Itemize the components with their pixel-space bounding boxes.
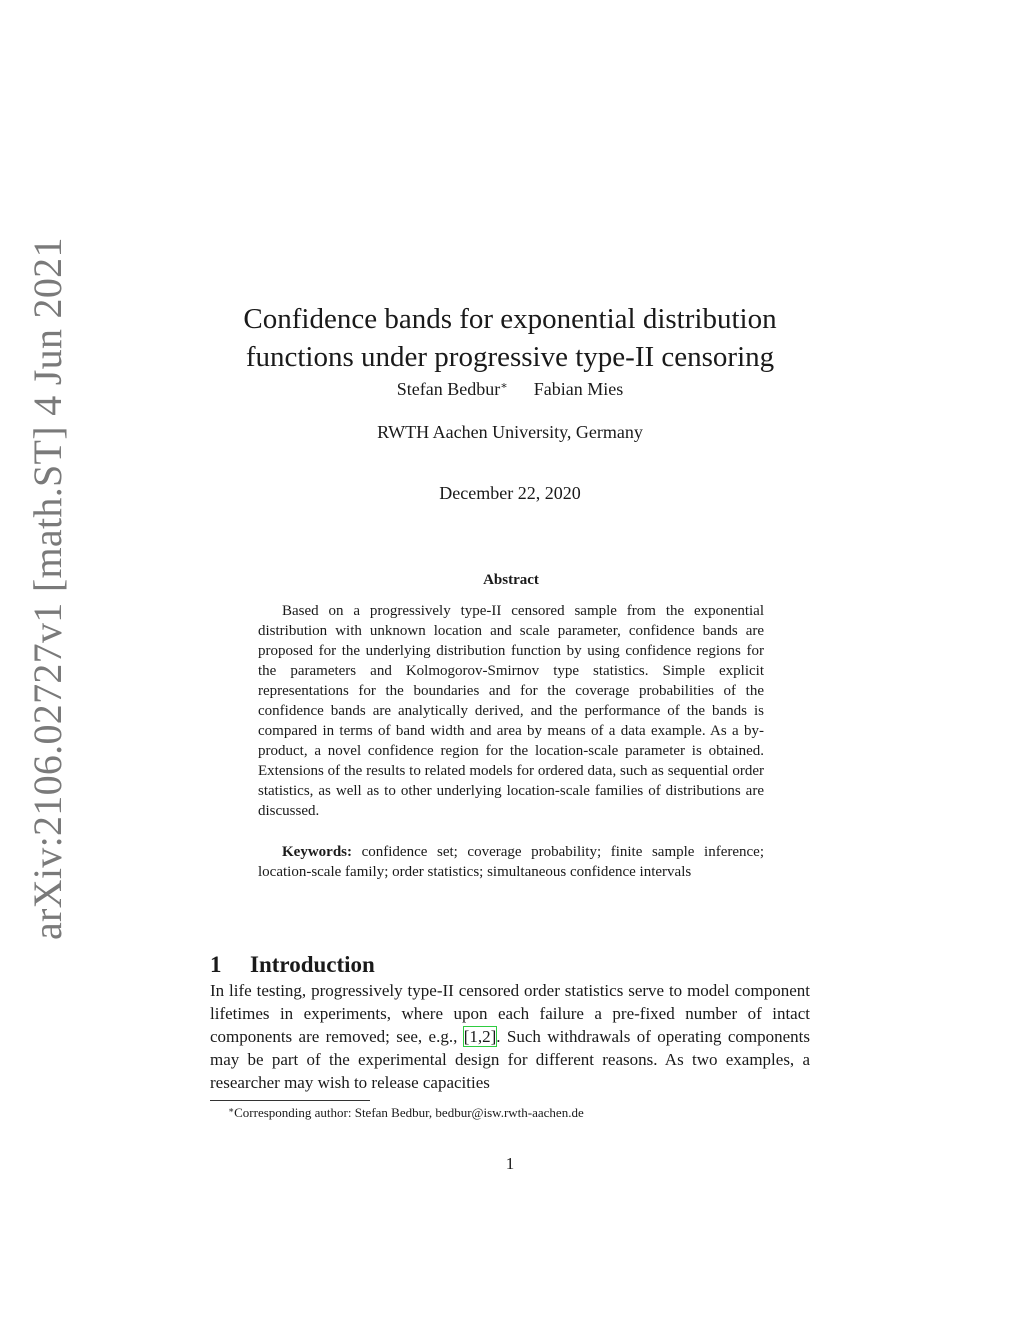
section-number: 1 [210,952,222,978]
affiliation: RWTH Aachen University, Germany [377,422,643,442]
author-name: Stefan Bedbur [396,379,501,399]
footnote-marker: ∗ [228,1105,235,1115]
intro-text-after-citation: . Such withdrawals of operating components may be part of the experimental design for different reasons. As two examples, a researcher may wish to release capacities [210,1027,811,1092]
intro-paragraph [210,979,810,1094]
footnote-text: Corresponding author: Stefan Bedbur, bedbur@isw.rwth-aachen.de [234,1105,584,1120]
keywords-text: confidence set; coverage probability; finite sample inference; location-scale family; order statistics; simultaneous confidence intervals [258,844,764,880]
author-1 [397,376,508,402]
author-footnote-marker: ∗ [500,380,508,392]
abstract-heading: Abstract [483,572,539,588]
arxiv-stamp: arXiv:2106.02727v1 [math.ST] 4 Jun 2021 [25,237,70,940]
publication-date: December 22, 2020 [439,483,581,503]
keywords-label: Keywords: [282,844,352,860]
page-number: 1 [505,1154,515,1173]
footnote [228,1104,828,1122]
citation-link[interactable]: [1,2] [463,1027,497,1046]
keywords [258,842,764,882]
abstract-body: Based on a progressively type-II censored sample from the exponential distribution with unknown location and scale parameter, confidence bands are proposed for the underlying distribution function by using confidence regions for the parameters and Kolmogorov-Smirnov type statistics. Simple explicit representations for the boundaries and for the coverage probabilities of the confidence bands are analytically derived, and the performance of the bands is compared in terms of band width and area by means of a data example. As a by-product, a novel confidence region for the location-scale parameter is obtained. Extensions of the results to related models for ordered data, such as sequential order statistics, as well as to other underlying location-scale families of distributions are discussed. [258,603,764,819]
section-title: Introduction [250,952,375,978]
paper-title: Confidence bands for exponential distribution functions under progressive type-II censoring [243,303,777,374]
author-2 [534,376,624,402]
intro-text-before-citation: In life testing, progressively type-II censored order statistics serve to model component lifetimes in experiments, where upon each failure a pre-fixed number of intact components are removed; see, e.g., [210,981,810,1046]
author-list [210,376,810,402]
section-heading [210,949,810,981]
footnote-divider [210,1100,370,1101]
author-name: Fabian Mies [533,379,624,399]
